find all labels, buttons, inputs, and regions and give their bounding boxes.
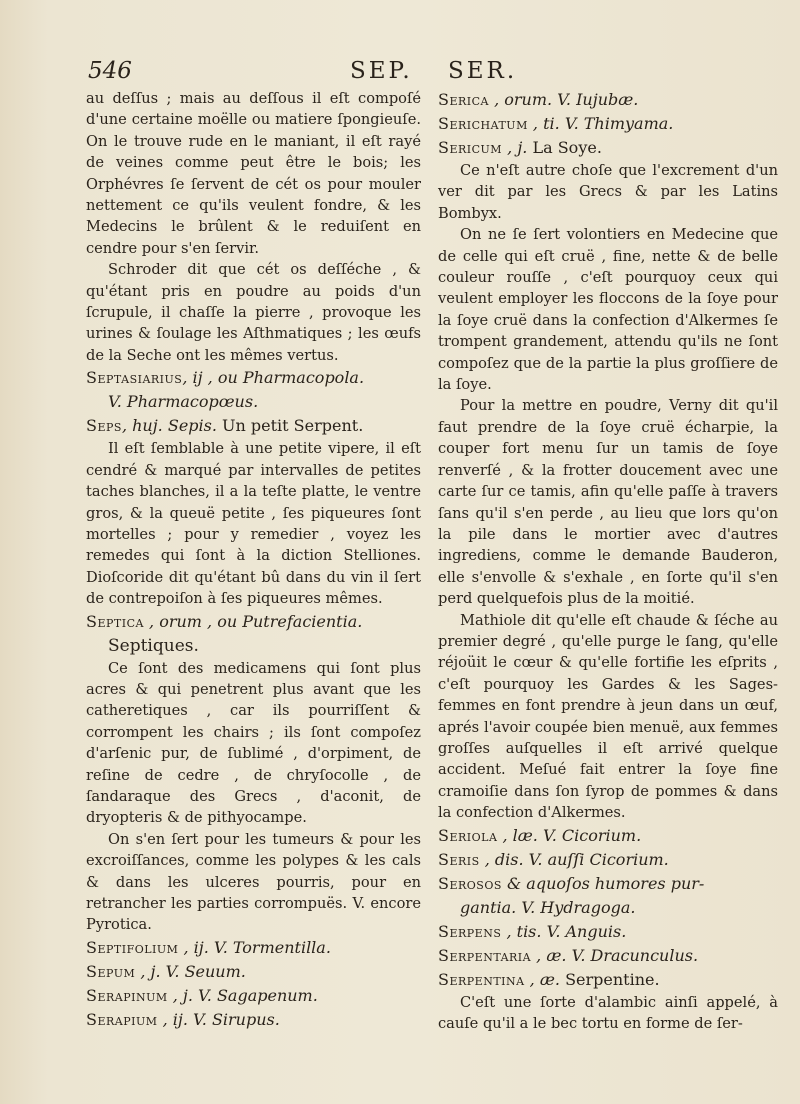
paragraph: Ce ſont des medicamens qui ſont plus acres & qui penetrent plus avant que les catheretiques , car ils pourriſſent & corrompent les chairs ; ils ſont compoſez d'arſenic pur, de ſublimé , d'orpiment, de reſine de cedre , de chryſocolle , de ſandaraque des Grecs , d'aconit, de dryopteris & de pithyocampe. [86, 659, 421, 827]
entry-seris: Seris , dis. V. auſſi Cicorium. [438, 849, 669, 869]
entry-serpens: Serpens , tis. V. Anguis. [438, 921, 627, 941]
entry-sericum: Sericum , j. La Soye. [438, 138, 602, 157]
paragraph: Schroder dit que cét os deſſéche , & qu'étant pris en poudre au poids d'un ſcrupule, il chaſſe la pierre , provoque les urines & ſoulage les Aſthmatiques ; les œufs de la Seche ont les mêmes vertus. [86, 261, 421, 364]
entry-serichatum: Serichatum , ti. V. Thimyama. [438, 114, 674, 133]
paragraph: Pour la mettre en poudre, Verny dit qu'il faut prendre de la ſoye cruë écharpie, la couper fort menu ſur un tamis de ſoye renverſé , & la frotter doucement avec une carte ſur ce tamis, afin qu'elle paſſe à travers ſans qu'il s'en perde , au lieu que lors qu'on la pile dans le mortier avec d'autres ingrediens, comme le demande Bauderon, elle s'envolle & s'exhale , en ſorte qu'il s'en perd quelquefois plus de la moitié. [438, 397, 778, 608]
headword: Serichatum [438, 114, 528, 133]
headword: Serica [438, 90, 489, 109]
paragraph: On ne ſe ſert volontiers en Medecine que de celle qui eſt cruë , fine, nette & de belle couleur rouſſe , c'eſt pourquoy ceux qui veulent employer les floccons de la ſoye pour la ſoye cruë dans la confection d'Alkermes ſe trompent grandement, attendu qu'ils ne ſont compoſez que de la partie la plus groſſiere de la ſoye. [438, 226, 778, 394]
paragraph: Ce n'eſt autre choſe que l'excrement d'un ver dit par les Grecs & par les Latins Bombyx. [438, 162, 778, 222]
running-head-left: SEP. [350, 58, 413, 84]
headword: Serapium [86, 1009, 158, 1029]
running-head-right: SER. [448, 58, 518, 84]
paragraph: Mathiole dit qu'elle eſt chaude & ſéche au premier degré , qu'elle purge le ſang, qu'elle réjoüit le cœur & qu'elle fortifie les eſprits , c'eſt pourquoy les Gardes & les Sages-femmes en font prendre à jeun dans un œuf, aprés l'avoir coupée bien menuë, aux femmes groſſes auſquelles il eſt arrivé quelque accident. Meſué fait entrer la ſoye fine cramoiſie dans ſon ſyrop de pommes & dans la confection d'Alkermes. [438, 611, 778, 822]
paragraph: au deſſus ; mais au deſſous il eſt compoſé d'une certaine moëlle ou matiere ſpongieuſe. On le trouve rude en le maniant, il eſt rayé de veines comme peut être le bois; les Orphévres ſe ſervent de cét os pour mouler nettement ce qu'ils veulent fondre, & les Medecins le brûlent & le reduiſent en cendre pour s'en ſervir. [86, 90, 421, 257]
entry-serica: Serica , orum. V. Iujubæ. [438, 90, 639, 109]
entry-seriola: Seriola , læ. V. Cicorium. [438, 825, 642, 845]
headword: Serpentaria [438, 945, 532, 965]
entry-serosos: Serosos & aquoſos humores pur- [438, 873, 705, 893]
headword: Sericum [438, 138, 503, 157]
headword: Seps [86, 416, 122, 436]
right-column [438, 88, 778, 1034]
entry-translation: Septiques. [108, 635, 199, 656]
page-header [88, 58, 778, 92]
entry-serpentaria: Serpentaria , æ. V. Dracunculus. [438, 945, 699, 965]
page-number: 546 [88, 58, 132, 84]
headword: Serpentina [438, 969, 525, 989]
headword: Seriola [438, 825, 498, 845]
entry-sepum: Sepum , j. V. Seuum. [86, 961, 246, 981]
headword: Serosos [438, 873, 502, 893]
entry-septica: Septica , orum , ou Putrefacientia. [86, 611, 363, 631]
headword: Serpens [438, 921, 502, 941]
headword: Sepum [86, 961, 136, 981]
paragraph: Il eſt ſemblable à une petite vipere, il eſt cendré & marqué par intervalles de petites taches blanches, il a la teſte platte, le ventre gros, & la queuë petite , ſes piqueures ſont mortelles ; pour y remedier , voyez les remedes qui ſont à la diction Stelliones. Dioſcoride dit qu'étant bû dans du vin il ſert de contrepoiſon à ſes piqueures mêmes. [86, 440, 421, 608]
entry-serpentina: Serpentina , æ. Serpentine. [438, 969, 660, 989]
paragraph: C'eſt une ſorte d'alambic ainſi appelé, à cauſe qu'il a le bec tortu en forme de ſer- [438, 993, 778, 1032]
headword: Serapinum [86, 985, 168, 1005]
entry-septifolium: Septifolium , ij. V. Tormentilla. [86, 937, 331, 957]
entry-serapium: Serapium , ij. V. Sirupus. [86, 1009, 280, 1029]
headword: Septasiarius [86, 368, 183, 388]
entry-seps: Seps, huj. Sepis. Un petit Serpent. [86, 416, 364, 436]
left-column [86, 88, 421, 1032]
headword: Septica [86, 611, 144, 631]
paragraph: On s'en ſert pour les tumeurs & pour les excroiſſances, comme les polypes & les cals & dans les ulceres pourris, pour en retrancher les parties corrompuës. V. encore Pyrotica. [86, 830, 421, 934]
entry-continuation: gantia. V. Hydragoga. [460, 897, 636, 917]
entry-serapinum: Serapinum , j. V. Sagapenum. [86, 985, 318, 1005]
entry-reference: V. Pharmacopœus. [108, 392, 259, 412]
headword: Septifolium [86, 937, 179, 957]
headword: Seris [438, 849, 480, 869]
entry-septasiarius: Septasiarius, ij , ou Pharmacopola. [86, 368, 365, 388]
